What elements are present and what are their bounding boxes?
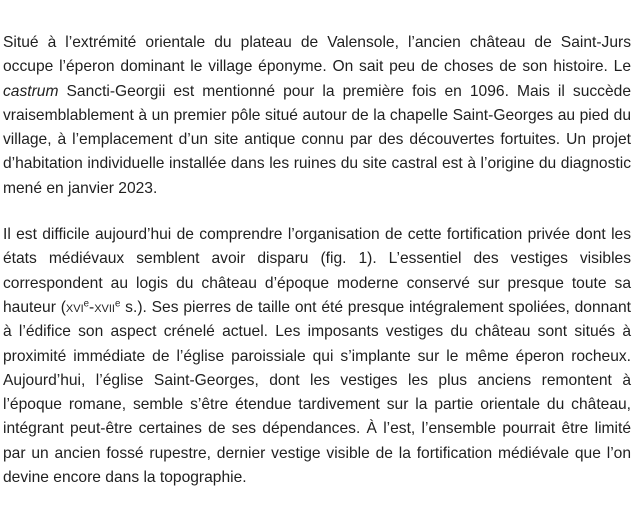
- century-17-numeral: xvii: [94, 298, 115, 316]
- century-16-numeral: xvi: [65, 298, 84, 316]
- century-16-suffix: e: [83, 298, 89, 310]
- century-17-suffix: e: [115, 298, 121, 310]
- paragraph-2-text-end: s.). Ses pierres de taille ont été presque intégralement spoliées, donnant à l’édifice son aspect crénelé actuel. Les imposants vestiges du château sont situés à proximité immédiate de l’église paroissiale qui s’implante sur le même éperon rocheux. Aujourd’hui, l’église Saint-Georges, dont les vestiges les plus anciens remontent à l’époque romane, semble s’être étendue tardivement sur la partie orientale du château, intégrant peut-être certaines de ses dépendances. À l’est, l’ensemble pourrait être limité par un ancien fossé rupestre, dernier vestige visible de la fortification médiévale que l’on devine encore dans la topographie.: [3, 298, 631, 487]
- century-separator: -: [89, 298, 95, 316]
- paragraph-1-text-start: Situé à l’extrémité orientale du plateau de Valensole, l’ancien château de Saint-Jurs occupe l’éperon dominant le village éponyme. On sait peu de choses de son histoire. Le: [3, 34, 631, 76]
- paragraph-1-text-end: Sancti-Georgii est mentionné pour la première fois en 1096. Mais il succède vraisemblablement à un premier pôle situé autour de la chapelle Saint-Georges au pied du village, à l’emplacement d’un site antique connu par des découvertes fortuites. Un projet d’habitation individuelle installée dans les ruines du site castral est à l’origine du diagnostic mené en janvier 2023.: [3, 82, 631, 197]
- paragraph-2: [3, 223, 631, 490]
- document-body: [3, 31, 631, 490]
- castrum-term: castrum: [3, 82, 59, 100]
- paragraph-1: [3, 31, 631, 201]
- paragraph-2-text-start: Il est difficile aujourd’hui de comprendre l’organisation de cette fortification privée dont les états médiévaux semblent avoir disparu (fig. 1). L’essentiel des vestiges visibles correspondent au logis du château d’époque moderne conservé sur presque toute sa hauteur (: [3, 226, 631, 316]
